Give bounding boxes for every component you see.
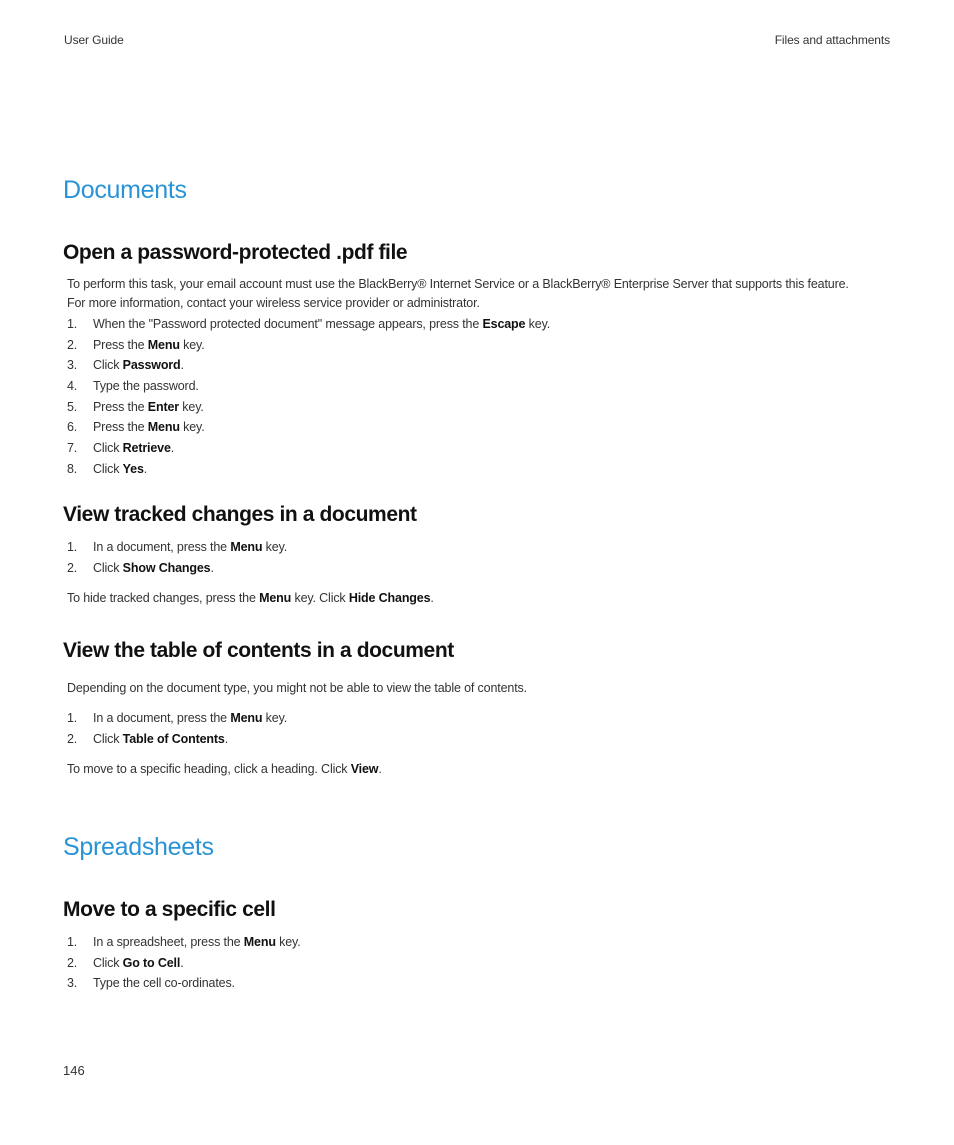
step-text: [93, 953, 184, 974]
step-text-pre: Press the: [93, 399, 148, 414]
step-number: 3.: [67, 976, 78, 991]
step-text-pre: Type the password.: [93, 379, 199, 394]
step-number: 8.: [67, 461, 78, 476]
running-header-left: User Guide: [64, 33, 124, 47]
step-text: [93, 537, 287, 558]
step-ui-label: Yes: [122, 461, 144, 476]
tracked-note-text2: key. Click: [291, 591, 349, 605]
step-text: [93, 729, 228, 750]
step-ui-label: Escape: [482, 317, 526, 331]
step-number: 1.: [67, 711, 78, 725]
step-text-post: .: [180, 358, 184, 373]
step-text: [93, 376, 199, 397]
pdf-intro-line1: To perform this task, your email account must use the BlackBerry® Internet Service or a BlackBerry® Enterprise Server that supports this feature.: [67, 277, 849, 291]
step-text-pre: Type the cell co-ordinates.: [93, 976, 235, 991]
pdf-intro-line2: For more information, contact your wireless service provider or administrator.: [67, 296, 480, 310]
step-item: [67, 953, 887, 974]
section-title-spreadsheets: Spreadsheets: [63, 833, 214, 861]
step-text-post: key.: [275, 935, 301, 949]
step-number: 1.: [67, 317, 78, 331]
step-ui-label: Retrieve: [122, 441, 171, 456]
step-text-post: key.: [262, 711, 288, 725]
tracked-note-menu: Menu: [259, 591, 292, 605]
step-text: [93, 973, 235, 994]
pdf-steps: [67, 314, 887, 480]
step-text: [93, 459, 147, 480]
step-text-pre: Click: [93, 461, 123, 476]
step-text-post: key.: [178, 399, 204, 414]
step-text-post: .: [180, 955, 184, 970]
step-text-post: .: [210, 560, 214, 575]
step-text-pre: Click: [93, 955, 123, 970]
tracked-steps: [67, 537, 887, 578]
step-text-pre: Press the: [93, 420, 148, 435]
step-ui-label: Enter: [147, 399, 179, 414]
step-text-pre: Click: [93, 731, 123, 746]
toc-steps: [67, 708, 887, 749]
step-text-post: .: [143, 461, 148, 476]
step-number: 6.: [67, 420, 78, 435]
step-text: [93, 335, 205, 356]
section-title-documents: Documents: [63, 176, 187, 204]
step-number: 5.: [67, 399, 78, 414]
step-item: [67, 729, 887, 750]
step-item: [67, 376, 887, 397]
step-ui-label: Go to Cell: [122, 955, 181, 970]
step-number: 2.: [67, 560, 78, 575]
step-number: 4.: [67, 379, 78, 394]
step-ui-label: Table of Contents: [122, 731, 225, 746]
toc-note-end: .: [378, 762, 382, 776]
step-item: [67, 708, 887, 729]
step-item: [67, 558, 887, 579]
step-item: [67, 314, 887, 335]
step-number: 1.: [67, 540, 78, 554]
step-text-pre: In a document, press the: [93, 540, 231, 554]
tracked-note: [67, 589, 897, 608]
step-text-pre: In a spreadsheet, press the: [93, 935, 244, 949]
step-text-post: .: [170, 441, 175, 456]
step-number: 3.: [67, 358, 78, 373]
step-item: [67, 397, 887, 418]
step-text-pre: When the "Password protected document" message appears, press the: [93, 317, 483, 331]
toc-note-text: To move to a specific heading, click a heading. Click: [67, 762, 351, 776]
cell-steps: [67, 932, 887, 994]
toc-note-view: View: [350, 762, 379, 776]
step-ui-label: Menu: [243, 935, 276, 949]
step-item: [67, 973, 887, 994]
page-number: 146: [63, 1063, 85, 1078]
step-number: 2.: [67, 731, 78, 746]
tracked-note-hide-changes: Hide Changes: [348, 591, 431, 605]
step-text-post: key.: [262, 540, 288, 554]
step-text: [93, 708, 287, 729]
step-text-post: key.: [525, 317, 551, 331]
step-text-post: .: [224, 731, 229, 746]
step-ui-label: Menu: [147, 420, 180, 435]
step-item: [67, 932, 887, 953]
step-text-pre: In a document, press the: [93, 711, 231, 725]
step-text: [93, 314, 550, 335]
tracked-note-end: .: [430, 591, 434, 605]
step-ui-label: Show Changes: [122, 560, 211, 575]
step-number: 2.: [67, 955, 78, 970]
step-text-pre: Press the: [93, 337, 148, 352]
step-item: [67, 459, 887, 480]
step-text: [93, 932, 301, 953]
step-number: 1.: [67, 935, 78, 949]
step-text: [93, 558, 214, 579]
step-ui-label: Menu: [230, 540, 263, 554]
step-text-pre: Click: [93, 358, 123, 373]
topic-title-pdf: Open a password-protected .pdf file: [63, 241, 408, 264]
step-text: [93, 438, 174, 459]
step-item: [67, 438, 887, 459]
step-text-pre: Click: [93, 441, 123, 456]
toc-intro: Depending on the document type, you might not be able to view the table of contents.: [67, 681, 527, 695]
topic-title-toc: View the table of contents in a document: [63, 639, 454, 662]
step-item: [67, 537, 887, 558]
step-text-pre: Click: [93, 560, 123, 575]
running-header-right: Files and attachments: [774, 33, 890, 47]
step-item: [67, 355, 887, 376]
toc-note: [67, 760, 897, 779]
topic-title-tracked-changes: View tracked changes in a document: [63, 503, 417, 526]
step-text-post: key.: [179, 337, 205, 352]
step-ui-label: Menu: [230, 711, 263, 725]
step-ui-label: Menu: [147, 337, 180, 352]
step-ui-label: Password: [122, 358, 181, 373]
topic-title-move-cell: Move to a specific cell: [63, 898, 276, 921]
step-number: 7.: [67, 441, 78, 456]
pdf-intro: [67, 275, 897, 313]
step-text-post: key.: [179, 420, 205, 435]
step-text: [93, 397, 204, 418]
step-text: [93, 355, 184, 376]
step-text: [93, 417, 205, 438]
step-number: 2.: [67, 337, 78, 352]
step-item: [67, 335, 887, 356]
step-item: [67, 417, 887, 438]
tracked-note-text: To hide tracked changes, press the: [67, 591, 260, 605]
